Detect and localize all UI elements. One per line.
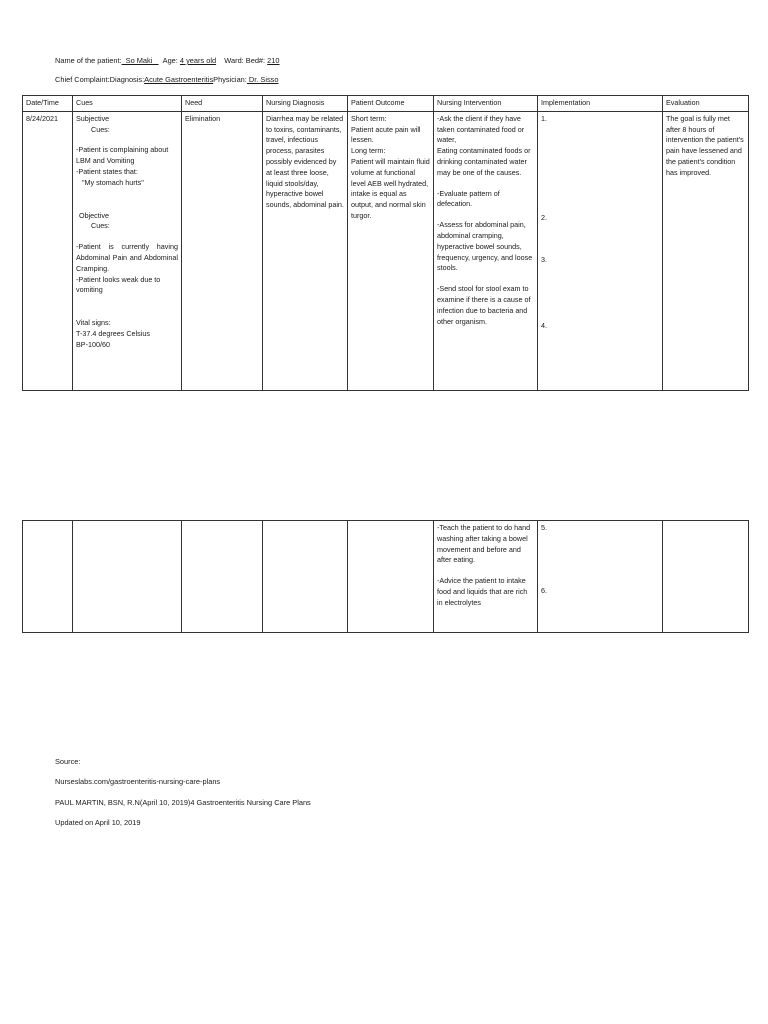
need-cell: Elimination (182, 111, 263, 390)
header-need: Need (182, 96, 263, 112)
intervention-4: -Send stool for stool exam to examine if there is a cause of infection due to bacteria and other organism. (437, 284, 531, 326)
source-citation: PAUL MARTIN, BSN, R.N(April 10, 2019)4 Gastroenteritis Nursing Care Plans (55, 798, 311, 807)
cues-cell-empty (73, 521, 182, 633)
updated-date: Updated on April 10, 2019 (55, 818, 141, 827)
implementation-number-4: 4. (541, 321, 547, 331)
long-term-label: Long term: (351, 146, 386, 156)
subjective-cues-label: Cues: (91, 124, 110, 134)
intervention-1: -Ask the client if they have taken contaminated food or water, (437, 113, 525, 145)
header-nursing-intervention: Nursing Intervention (434, 96, 538, 112)
ward-bed-label: Ward: Bed#: (224, 56, 266, 65)
header-cues: Cues (73, 96, 182, 112)
objective-cues-label: Cues: (91, 221, 110, 231)
source-label: Source: (55, 757, 81, 766)
header-date-time: Date/Time (23, 96, 73, 112)
intervention-6: -Advice the patient to intake food and liquids that are rich in electrolytes (437, 576, 528, 607)
date-cell: 8/24/2021 (23, 111, 73, 390)
objective-heading: Objective (79, 210, 109, 220)
nursing-intervention-cell (434, 111, 538, 390)
evaluation-cell: The goal is fully met after 8 hours of intervention the patient's pain have lessened and the patient's condition has improved. (663, 111, 749, 390)
header-evaluation: Evaluation (663, 96, 749, 112)
need-cell-empty (182, 521, 263, 633)
subjective-quote: "My stomach hurts" (82, 177, 144, 187)
patient-outcome-cell (348, 111, 434, 390)
implementation-cell (538, 111, 663, 390)
objective-cue-2: -Patient looks weak due to vomiting (76, 274, 161, 295)
cues-cell (73, 111, 182, 390)
nursing-intervention-cell (434, 521, 538, 633)
header-patient-outcome: Patient Outcome (348, 96, 434, 112)
age-label: Age: (162, 56, 178, 65)
table-header-row (23, 96, 749, 112)
subjective-heading: Subjective (76, 113, 110, 123)
nursing-diagnosis-cell: Diarrhea may be related to toxins, contaminants, travel, infectious process, parasites possibly evidenced by at least three loose, liquid stools/day, hyperactive bowel sounds, abdominal pain. (263, 111, 348, 390)
nursing-care-plan-table-continued (22, 520, 749, 633)
short-term-text: Patient acute pain will lessen. (351, 124, 421, 145)
ward-bed-value: 210 (267, 56, 280, 65)
nursing-care-plan-table (22, 95, 749, 391)
vital-blood-pressure: BP-100/60 (76, 339, 110, 349)
patient-info-line (55, 55, 280, 66)
table-row (23, 111, 749, 390)
long-term-text: Patient will maintain fluid volume at functional level AEB well hydrated, intake is equal as output, and normal skin turgor. (351, 156, 430, 220)
short-term-label: Short term: (351, 113, 387, 123)
age-value: 4 years old (179, 56, 217, 65)
physician-label: Physician: (213, 75, 247, 84)
objective-cue-1: -Patient is currently having Abdominal Pain and Abdominal Cramping. (76, 242, 178, 273)
source-url: Nurseslabs.com/gastroenteritis-nursing-care-plans (55, 777, 221, 786)
implementation-number-1: 1. (541, 113, 547, 123)
table-row (23, 521, 749, 633)
implementation-number-2: 2. (541, 212, 547, 222)
intervention-1-rationale: Eating contaminated foods or drinking contaminated water may be one of the causes. (437, 146, 531, 177)
header-implementation: Implementation (538, 96, 663, 112)
diagnosis-cell-empty (263, 521, 348, 633)
implementation-number-6: 6. (541, 585, 547, 595)
patient-name-label: Name of the patient: (55, 56, 122, 65)
date-cell-empty (23, 521, 73, 633)
vital-temperature: T-37.4 degrees Celsius (76, 328, 150, 338)
header-nursing-diagnosis: Nursing Diagnosis (263, 96, 348, 112)
subjective-cue-1: -Patient is complaining about LBM and Vomiting (76, 145, 169, 166)
physician-value: Dr. Sisso (246, 75, 279, 84)
outcome-cell-empty (348, 521, 434, 633)
implementation-number-3: 3. (541, 255, 547, 265)
chief-complaint-label: Chief Complaint:Diagnosis: (55, 75, 145, 84)
vital-signs-heading: Vital signs: (76, 318, 111, 328)
evaluation-cell-empty (663, 521, 749, 633)
intervention-5: -Teach the patient to do hand washing after taking a bowel movement and before and after eating. (437, 523, 531, 565)
intervention-3: -Assess for abdominal pain, abdominal cramping, hyperactive bowel sounds, frequency, urgency, and loose stools. (437, 220, 533, 273)
implementation-number-5: 5. (541, 523, 547, 532)
chief-complaint-line (55, 74, 278, 85)
patient-name-value: So Maki (121, 56, 159, 65)
subjective-cue-2: -Patient states that: (76, 166, 138, 176)
implementation-cell (538, 521, 663, 633)
intervention-2: -Evaluate pattern of defecation. (437, 188, 500, 209)
diagnosis-value: Acute Gastroenteritis (144, 75, 214, 84)
